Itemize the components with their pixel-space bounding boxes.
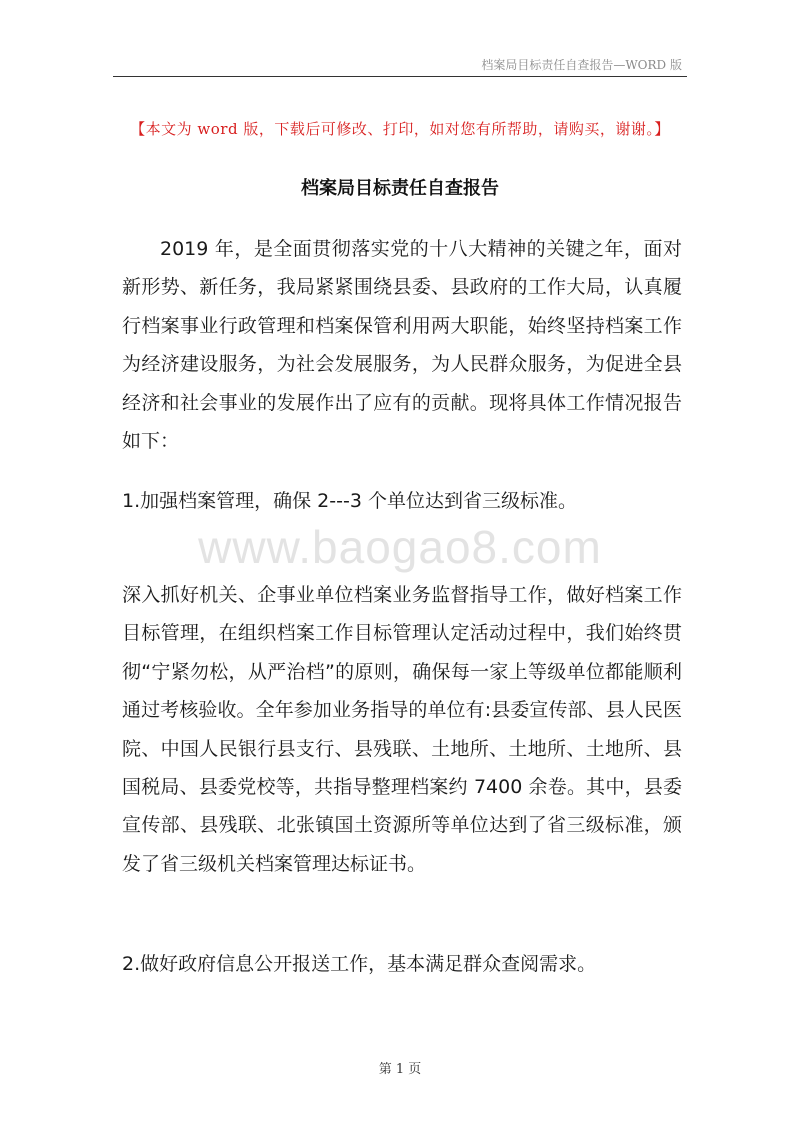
running-header: 档案局目标责任自查报告—WORD 版 (481, 58, 682, 72)
intro-paragraph: 2019 年，是全面贯彻落实党的十八大精神的关键之年，面对新形势、新任务，我局紧紧围绕县委、县政府的工作大局，认真履行档案事业行政管理和档案保管利用两大职能，始终坚持档案工作为经济建设服务，为社会发展服务，为人民群众服务，为促进全县经济和社会事业的发展作出了应有的贡献。现将具体工作情况报告如下： (122, 238, 682, 453)
purchase-notice: 【本文为 word 版，下载后可修改、打印，如对您有所帮助，请购买，谢谢。】 (130, 120, 670, 138)
document-title: 档案局目标责任自查报告 (301, 178, 499, 199)
site-watermark: www.baogao8.com (198, 521, 602, 573)
page-number: 第 1 页 (378, 1062, 422, 1077)
section-heading-1: 1.加强档案管理，确保 2---3 个单位达到省三级标准。 (122, 490, 577, 512)
section-1-paragraph: 深入抓好机关、企事业单位档案业务监督指导工作，做好档案工作目标管理，在组织档案工作目标管理认定活动过程中，我们始终贯彻“宁紧勿松，从严治档”的原则，确保每一家上等级单位都能顺利通过考核验收。全年参加业务指导的单位有:县委宣传部、县人民医院、中国人民银行县支行、县残联、土地所、土地所、土地所、县国税局、县委党校等，共指导整理档案约 7400 余卷。其中，县委宣传部、县残联、北张镇国土资源所等单位达到了省三级标准，颁发了省三级机关档案管理达标证书。 (122, 584, 682, 875)
section-heading-2: 2.做好政府信息公开报送工作，基本满足群众查阅需求。 (122, 953, 597, 975)
header-divider (113, 76, 687, 77)
